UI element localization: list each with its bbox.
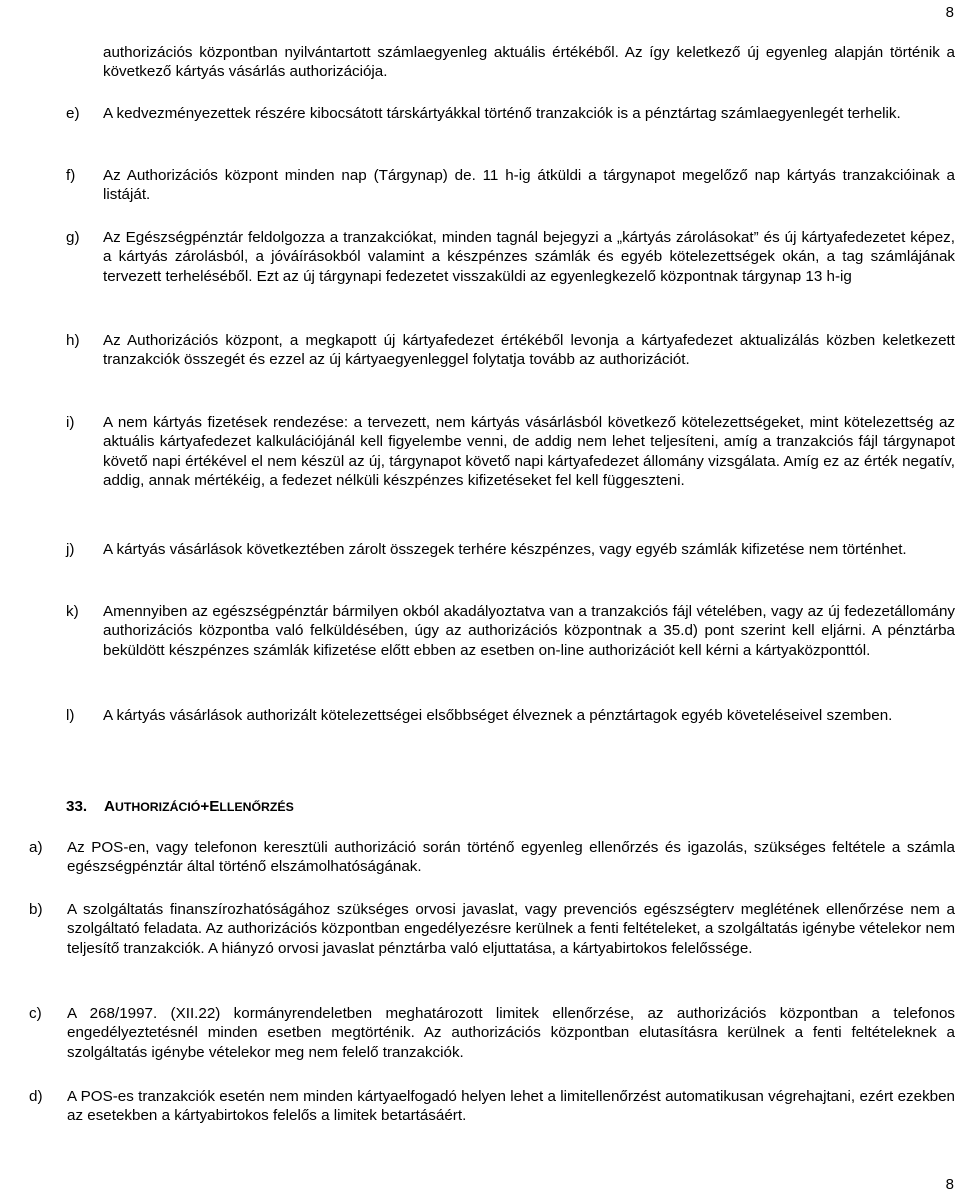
page-number-bottom: 8	[945, 1176, 954, 1193]
list-item-text: A szolgáltatás finanszírozhatóságához szükséges orvosi javaslat, vagy prevenciós egészségterv meglétének ellenőrzése nem a szolgáltató feladata. Az authorizációs központban engedélyezésre kerülnek a fenti feltételeket, a szolgáltatás igénybe vételekor nem teljesítő tranzakciók. A hiányzó orvosi javaslat pénztárba való eljuttatása, a kártyabirtokos felelőssége.	[67, 901, 955, 957]
list-marker: i)	[66, 414, 75, 431]
list-item	[66, 228, 955, 286]
list-item	[66, 413, 955, 491]
list-item	[29, 900, 955, 958]
list-item-text: Az Authorizációs központ minden nap (Tárgynap) de. 11 h-ig átküldi a tárgynapot megelőző nap kártyás tranzakcióinak a listáját.	[103, 167, 955, 204]
page-number-top: 8	[945, 4, 954, 21]
list-marker: k)	[66, 603, 79, 620]
list-marker: f)	[66, 167, 76, 184]
intro-paragraph	[103, 43, 955, 82]
list-item-text: A nem kártyás fizetések rendezése: a tervezett, nem kártyás vásárlásból következő kötelezettségeket, mint kötelezettség az aktuális kártyafedezet kalkulációjánál kell figyelembe venni, de addig nem lehet teljesíteni, amíg a tranzakciós fájl tárgynapot követő napi értékével el nem készül az új, tárgynapot követő napi kártyafedezet állomány vizsgálata. Amíg ez az érték negatív, addig, annak mértékéig, a fedezet nélküli készpénzes kifizetéseket fel kell függeszteni.	[103, 414, 955, 490]
list-marker: b)	[29, 901, 43, 918]
list-marker: e)	[66, 105, 80, 122]
list-item-text: Az POS-en, vagy telefonon keresztüli authorizáció során történő egyenleg ellenőrzés és igazolás, szükséges feltétele a számla egészségpénztár által történő elszámolhatóságának.	[67, 839, 955, 876]
section-title-part: +E	[200, 798, 220, 815]
section-number: 33.	[66, 798, 88, 815]
list-item-text: Az Authorizációs központ, a megkapott új kártyafedezet értékéből levonja a kártyafedezet aktualizálás közben keletkezett tranzakciók összegét és ezzel az új kártyaegyenleggel folytatja tovább az authorizációt.	[103, 332, 955, 369]
section-title-part: A	[104, 798, 115, 815]
list-marker: a)	[29, 839, 43, 856]
list-item-text: A kártyás vásárlások következtében zárolt összegek terhére készpénzes, vagy egyéb számlák kifizetése nem történhet.	[103, 541, 907, 558]
list-marker: c)	[29, 1005, 42, 1022]
list-marker: l)	[66, 707, 75, 724]
list-item	[66, 166, 955, 205]
list-marker: g)	[66, 229, 80, 246]
list-marker: h)	[66, 332, 80, 349]
list-item	[29, 1087, 955, 1126]
list-marker: d)	[29, 1088, 43, 1105]
intro-text: authorizációs központban nyilvántartott számlaegyenleg aktuális értékéből. Az így keletkező új egyenleg alapján történik a következő kártyás vásárlás authorizációja.	[103, 44, 955, 81]
list-item	[66, 706, 955, 725]
list-item-text: A kedvezményezettek részére kibocsátott társkártyákkal történő tranzakciók is a pénztártag számlaegyenlegét terhelik.	[103, 105, 901, 122]
section-title-part: UTHORIZÁCIÓ	[114, 800, 201, 814]
list-item-text: Az Egészségpénztár feldolgozza a tranzakciókat, minden tagnál bejegyzi a „kártyás zárolásokat” és új kártyafedezetet képez, a kártyás zárolásból, a jóváírásokból valamint a készpénzes számlák és egyéb kötelezettségek okán, a tag számlájának tervezett terheléséből. Ezt az új tárgynapi fedezetet visszaküldi az egyenlegkezelő központnak tárgynap 13 h-ig	[103, 229, 955, 285]
list-item-text: A POS-es tranzakciók esetén nem minden kártyaelfogadó helyen lehet a limitellenőrzést automatikusan végrehajtani, ezért ezekben az esetekben a kártyabirtokos felelős a limitek betartásáért.	[67, 1088, 955, 1125]
list-item	[29, 838, 955, 877]
list-item-text: A 268/1997. (XII.22) kormányrendeletben meghatározott limitek ellenőrzése, az authorizációs központban a telefonos engedélyeztetésnél minden esetben megtörténik. Az authorizációs központban elutasításra kerülnek a fenti feltételeknek a szolgáltatás igénybe vételekor meg nem felelő tranzakciók.	[67, 1005, 955, 1061]
list-item-text: Amennyiben az egészségpénztár bármilyen okból akadályoztatva van a tranzakciós fájl vételében, vagy az új fedezetállomány authorizációs központba való felküldésében, úgy az authorizációs központnak a 35.d) pont szerint kell eljárni. A pénztárba beküldött készpénzes számlák kifizetése előtt ebben az esetben on-line authorizációt kell kérni a kártyaközponttól.	[103, 603, 955, 659]
section-title-text	[104, 797, 294, 817]
section-title-part: LLENŐRZÉS	[219, 800, 294, 814]
list-item	[66, 331, 955, 370]
list-marker: j)	[66, 541, 75, 558]
list-item	[29, 1004, 955, 1062]
list-item	[66, 602, 955, 660]
list-item-text: A kártyás vásárlások authorizált kötelezettségei elsőbbséget élveznek a pénztártagok egyéb követeléseivel szemben.	[103, 707, 893, 724]
list-item	[66, 540, 955, 559]
list-item	[66, 104, 955, 123]
